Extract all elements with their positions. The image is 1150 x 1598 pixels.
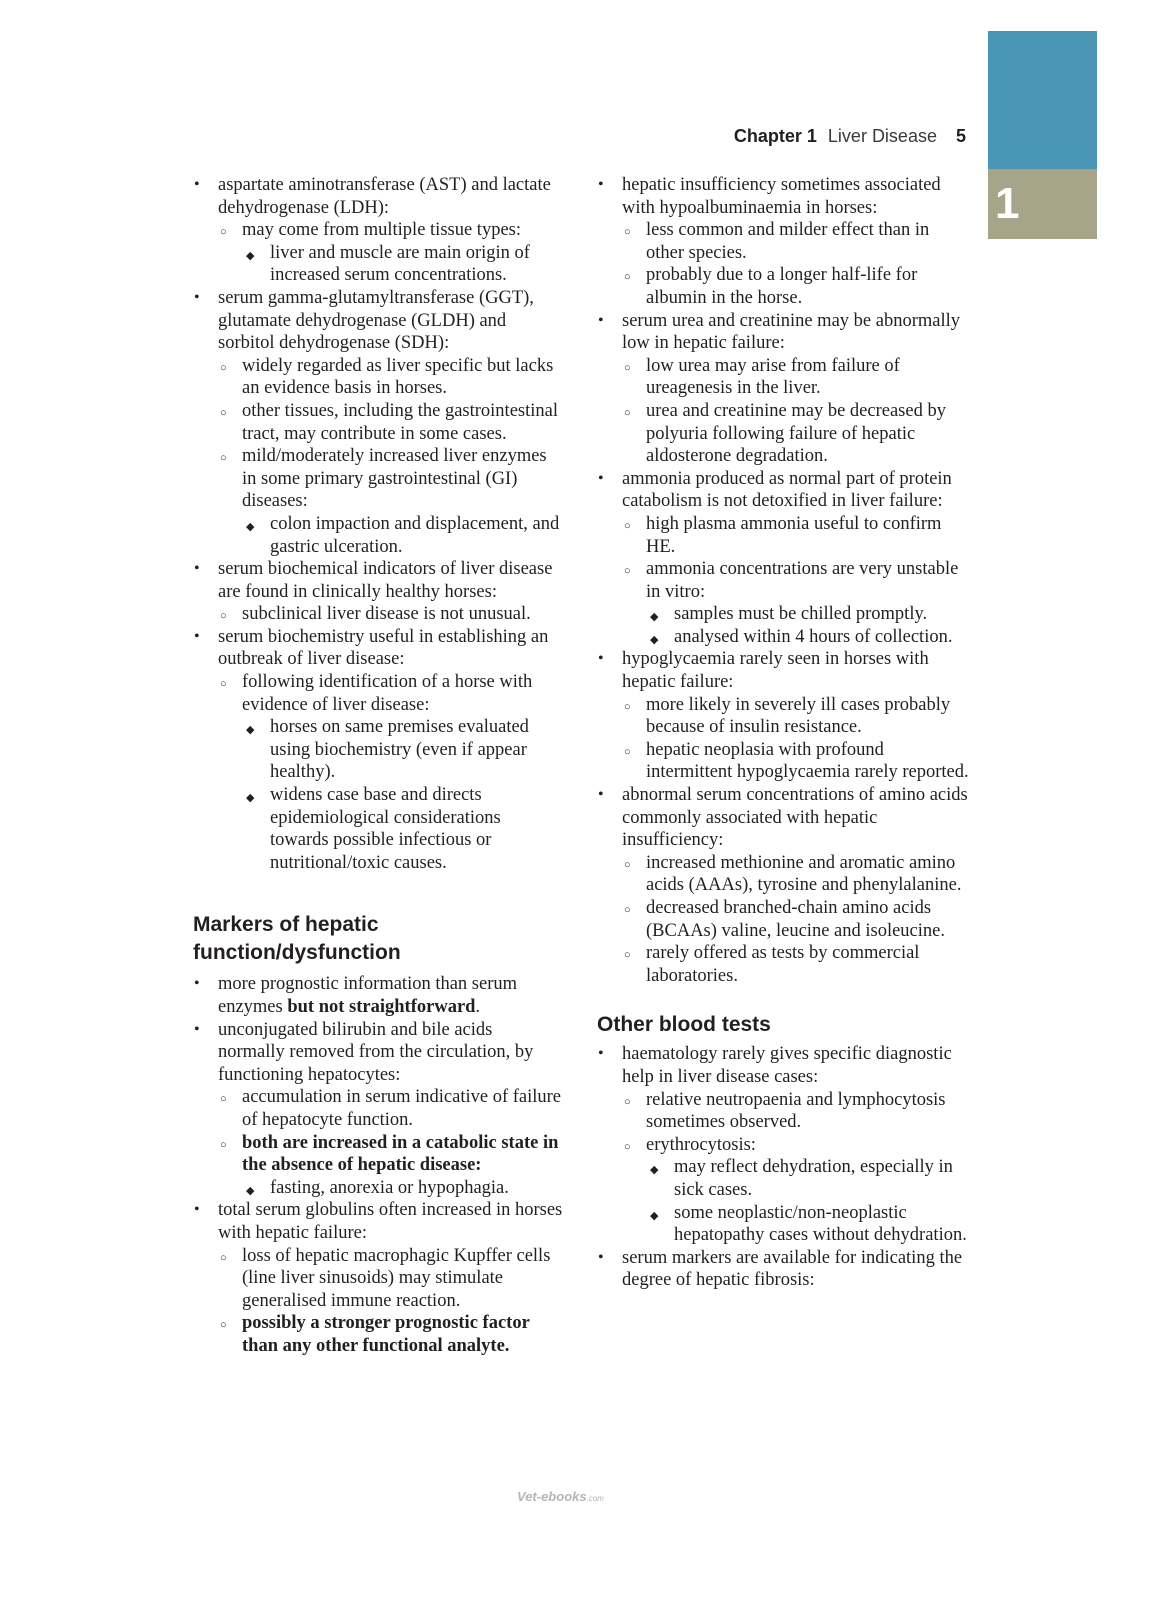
list-item: ◆ horses on same premises evaluated using biochemistry (even if appear healthy). — [242, 716, 563, 784]
watermark: Vet-ebooks.com — [517, 1489, 604, 1504]
list-item: ○ urea and creatinine may be decreased by polyuria following failure of hepatic aldosterone degradation. — [622, 400, 969, 468]
list-item: ○ ammonia concentrations are very unstable in vitro: ◆ samples must be chilled promptly. ◆ analysed within 4 hours of collection. — [622, 558, 969, 648]
markers-list — [193, 973, 563, 1357]
list-item: ○ relative neutropaenia and lymphocytosis sometimes observed. — [622, 1089, 969, 1134]
list-item: ○ hepatic neoplasia with profound intermittent hypoglycaemia rarely reported. — [622, 739, 969, 784]
list-item: ○ decreased branched-chain amino acids (BCAAs) valine, leucine and isoleucine. — [622, 897, 969, 942]
section-heading-other-blood-tests: Other blood tests — [597, 1013, 771, 1037]
list-item: ○ increased methionine and aromatic amino acids (AAAs), tyrosine and phenylalanine. — [622, 852, 969, 897]
function-tests-list — [597, 174, 969, 987]
list-item: ◆ widens case base and directs epidemiological considerations towards possible infectious or nutritional/toxic causes. — [242, 784, 563, 874]
list-item: • total serum globulins often increased in horses with hepatic failure: ○ loss of hepatic macrophagic Kupffer cells (line liver sinusoids) may stimulate generalised immune reaction. ○ possibly a stronger prognostic factor than any other functional analyte. — [193, 1199, 563, 1357]
chapter-tab-blue — [988, 31, 1097, 169]
list-item: ○ both are increased in a catabolic state in the absence of hepatic disease: ◆ fasting, anorexia or hypophagia. — [218, 1132, 563, 1200]
header-title: Liver Disease — [827, 126, 937, 146]
enzyme-list — [193, 174, 563, 874]
list-item: • serum markers are available for indicating the degree of hepatic fibrosis: — [597, 1247, 969, 1292]
list-item: ○ more likely in severely ill cases probably because of insulin resistance. — [622, 694, 969, 739]
list-item: ○ mild/moderately increased liver enzymes in some primary gastrointestinal (GI) diseases: ◆ colon impaction and displacement, and gastric ulceration. — [218, 445, 563, 558]
chapter-tab-number: 1 — [995, 179, 1020, 228]
list-item: • unconjugated bilirubin and bile acids normally removed from the circulation, by functioning hepatocytes: ○ accumulation in serum indicative of failure of hepatocyte function. ○ both are increased in a catabolic state in the absence of hepatic disease: ◆ fasting, anorexia or hypophagia. — [193, 1019, 563, 1200]
list-item: • abnormal serum concentrations of amino acids commonly associated with hepatic insufficiency: ○ increased methionine and aromatic amino acids (AAAs), tyrosine and phenylalanine. ○ decreased branched-chain amino acids (BCAAs) valine, leucine and isoleucine. ○ rarely offered as tests by commercial laboratories. — [597, 784, 969, 987]
list-item: ◆ analysed within 4 hours of collection. — [646, 626, 969, 649]
list-item: ○ accumulation in serum indicative of failure of hepatocyte function. — [218, 1086, 563, 1131]
list-item: ○ rarely offered as tests by commercial laboratories. — [622, 942, 969, 987]
list-item: • more prognostic information than serum enzymes but not straightforward. — [193, 973, 563, 1018]
list-item: ○ low urea may arise from failure of ureagenesis in the liver. — [622, 355, 969, 400]
list-item: • aspartate aminotransferase (AST) and lactate dehydrogenase (LDH): ○ may come from multiple tissue types: ◆ liver and muscle are main origin of increased serum concentrations. — [193, 174, 563, 287]
list-item: • serum biochemical indicators of liver disease are found in clinically healthy horses: ○ subclinical liver disease is not unusual. — [193, 558, 563, 626]
list-item: • ammonia produced as normal part of protein catabolism is not detoxified in liver failure: ○ high plasma ammonia useful to confirm HE. ○ ammonia concentrations are very unstable in vitro: ◆ samples must be chilled promptly. ◆ analysed within 4 hours of collection. — [597, 468, 969, 649]
right-column — [597, 174, 969, 1292]
page-number: 5 — [955, 126, 966, 146]
list-item: ◆ samples must be chilled promptly. — [646, 603, 969, 626]
list-item: ○ erythrocytosis: ◆ may reflect dehydration, especially in sick cases. ◆ some neoplastic/non-neoplastic hepatopathy cases without dehydration. — [622, 1134, 969, 1247]
list-item: ○ may come from multiple tissue types: ◆ liver and muscle are main origin of increased serum concentrations. — [218, 219, 563, 287]
list-item: • serum gamma-glutamyltransferase (GGT), glutamate dehydrogenase (GLDH) and sorbitol dehydrogenase (SDH): ○ widely regarded as liver specific but lacks an evidence basis in horses. ○ other tissues, including the gastrointestinal tract, may contribute in some cases. ○ mild/moderately increased liver enzymes in some primary gastrointestinal (GI) diseases: ◆ colon impaction and displacement, and gastric ulceration. — [193, 287, 563, 558]
list-item: ○ high plasma ammonia useful to confirm HE. — [622, 513, 969, 558]
list-item: • hepatic insufficiency sometimes associated with hypoalbuminaemia in horses: ○ less common and milder effect than in other species. ○ probably due to a longer half-life for albumin in the horse. — [597, 174, 969, 310]
other-tests-list — [597, 1043, 969, 1292]
list-item: ○ less common and milder effect than in other species. — [622, 219, 969, 264]
list-item: • haematology rarely gives specific diagnostic help in liver disease cases: ○ relative neutropaenia and lymphocytosis sometimes observed. ○ erythrocytosis: ◆ may reflect dehydration, especially in sick cases. ◆ some neoplastic/non-neoplastic hepatopathy cases without dehydration. — [597, 1043, 969, 1246]
list-item: • serum biochemistry useful in establishing an outbreak of liver disease: ○ following identification of a horse with evidence of liver disease: ◆ horses on same premises evaluated using biochemistry (even if appear healthy). ◆ widens case base and directs epidemiological considerations towards possible infectious or nutritional/toxic causes. — [193, 626, 563, 875]
list-item: ○ following identification of a horse with evidence of liver disease: ◆ horses on same premises evaluated using biochemistry (even if appear healthy). ◆ widens case base and directs epidemiological considerations towards possible infectious or nutritional/toxic causes. — [218, 671, 563, 874]
list-item: ○ loss of hepatic macrophagic Kupffer cells (line liver sinusoids) may stimulate generalised immune reaction. — [218, 1245, 563, 1313]
list-item: • serum urea and creatinine may be abnormally low in hepatic failure: ○ low urea may arise from failure of ureagenesis in the liver. ○ urea and creatinine may be decreased by polyuria following failure of hepatic aldosterone degradation. — [597, 310, 969, 468]
header-chapter: Chapter 1 — [733, 126, 817, 146]
list-item: • hypoglycaemia rarely seen in horses with hepatic failure: ○ more likely in severely ill cases probably because of insulin resistance. ○ hepatic neoplasia with profound intermittent hypoglycaemia rarely reported. — [597, 648, 969, 784]
running-header — [734, 124, 966, 148]
list-item: ○ other tissues, including the gastrointestinal tract, may contribute in some cases. — [218, 400, 563, 445]
list-item: ◆ liver and muscle are main origin of increased serum concentrations. — [242, 242, 563, 287]
list-item: ○ subclinical liver disease is not unusual. — [218, 603, 563, 626]
list-item: ○ possibly a stronger prognostic factor than any other functional analyte. — [218, 1312, 563, 1357]
left-column — [193, 174, 563, 1358]
list-item: ◆ fasting, anorexia or hypophagia. — [242, 1177, 563, 1200]
list-item: ○ widely regarded as liver specific but lacks an evidence basis in horses. — [218, 355, 563, 400]
list-item: ◆ may reflect dehydration, especially in sick cases. — [646, 1156, 969, 1201]
section-heading-hepatic-markers: Markers of hepatic function/dysfunction — [193, 913, 401, 965]
list-item: ◆ colon impaction and displacement, and gastric ulceration. — [242, 513, 563, 558]
list-item: ◆ some neoplastic/non-neoplastic hepatopathy cases without dehydration. — [646, 1202, 969, 1247]
list-item: ○ probably due to a longer half-life for albumin in the horse. — [622, 264, 969, 309]
